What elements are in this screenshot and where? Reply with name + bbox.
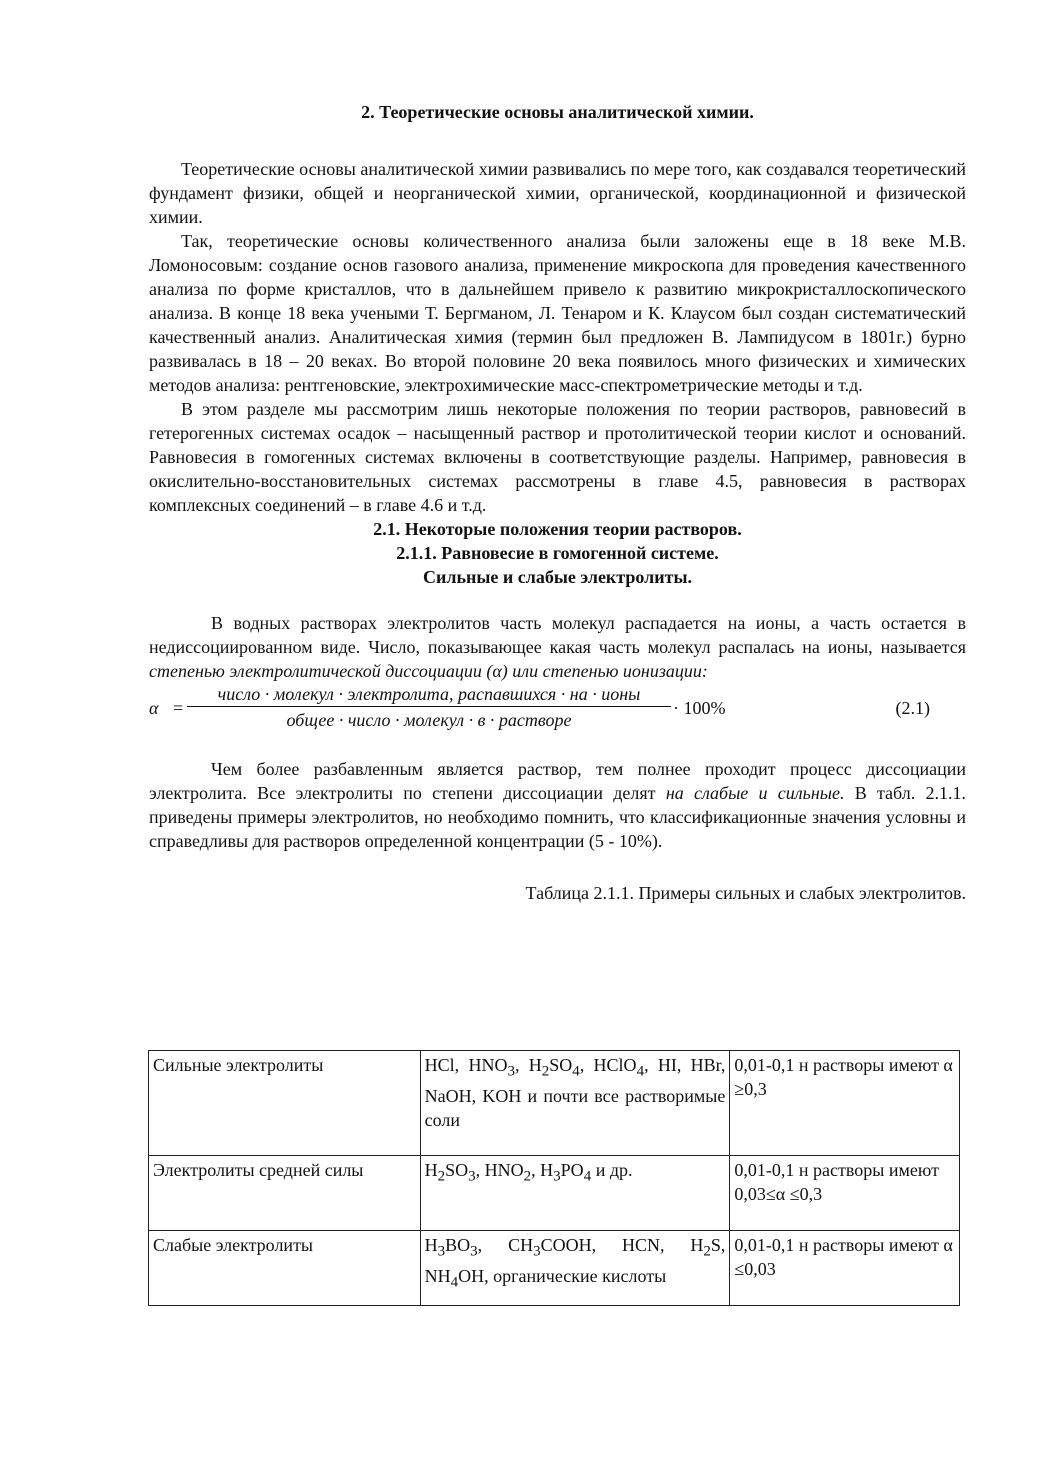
electrolyte-type-cell: Сильные электролиты xyxy=(149,1051,421,1156)
electrolyte-examples-cell: $H_2SO_3$, $HNO_2$, $H_3PO_4$ и др. xyxy=(420,1156,730,1231)
formula-number: (2.1) xyxy=(895,698,930,718)
formula-denominator: общее · число · молекул · в · растворе xyxy=(286,710,572,730)
paragraph-classification-term: на слабые и сильные. xyxy=(665,783,845,803)
table-row xyxy=(149,1051,960,1156)
formula-fraction xyxy=(187,683,671,733)
formula-lhs: α xyxy=(149,698,159,718)
electrolyte-type-cell: Слабые электролиты xyxy=(149,1231,421,1306)
formula-percent: · 100% xyxy=(673,698,726,718)
dissociation-range-cell: 0,01-0,1 н растворы имеют α ≤0,03 xyxy=(730,1231,960,1306)
formula-numerator: число · молекул · электролита, распавшихся · на · ионы xyxy=(187,683,671,707)
chapter-title: 2. Теоретические основы аналитической химии. xyxy=(361,102,754,122)
formula-equals: = xyxy=(173,698,184,718)
formula-2-1 xyxy=(149,683,966,737)
paragraph-classification-text: Чем более разбавленным является раствор, тем полнее проходит процесс диссоциации электролита. Все электролиты по степени диссоциации делят xyxy=(149,759,966,803)
paragraph-classification xyxy=(149,757,966,853)
paragraph-dissociation-term: степенью электролитической диссоциации (α) или степенью ионизации: xyxy=(149,661,708,681)
table-caption: Таблица 2.1.1. Примеры сильных и слабых электролитов. xyxy=(525,883,966,903)
paragraph-intro: Теоретические основы аналитической химии развивались по мере того, как создавался теоретический фундамент физики, общей и неорганической химии, органической, координационной и физической химии. xyxy=(149,159,966,227)
section-heading-2-1-1: 2.1.1. Равновесие в гомогенной системе. xyxy=(396,543,719,563)
electrolyte-type-cell: Электролиты средней силы xyxy=(149,1156,421,1231)
paragraph-history: Так, теоретические основы количественного анализа были заложены еще в 18 веке М.В. Ломоносовым: создание основ газового анализа, применение микроскопа для проведения качественного анализа по форме кристаллов, что в дальнейшем привело к развитию микрокристаллоскопического анализа. В конце 18 века учеными Т. Бергманом, Л. Тенаром и К. Клаусом был создан систематический качественный анализ. Аналитическая химия (термин был предложен В. Лампидусом в 1801г.) бурно развивалась в 18 – 20 веках. Во второй половине 20 века появилось много физических и химических методов анализа: рентгеновские, электрохимические масс-спектрометрические методы и т.д. xyxy=(149,231,966,395)
electrolyte-examples-cell: HCl, $HNO_3$, $H_2SO_4$, HClO$_4$, HI, HBr, NaOH, KOH и почти все растворимые соли xyxy=(420,1051,730,1156)
paragraph-dissociation-text: В водных растворах электролитов часть молекул распадается на ионы, а часть остается в недиссоциированном виде. Число, показывающее какая часть молекул распалась на ионы, называется xyxy=(149,613,966,657)
paragraph-scope: В этом разделе мы рассмотрим лишь некоторые положения по теории растворов, равновесий в гетерогенных системах осадок – насыщенный раствор и протолитической теории кислот и оснований. Равновесия в гомогенных системах включены в соответствующие разделы. Например, равновесия в окислительно-восстановительных системах рассмотрены в главе 4.5, равновесия в растворах комплексных соединений – в главе 4.6 и т.д. xyxy=(149,399,966,515)
paragraph-dissociation xyxy=(149,611,966,683)
dissociation-range-cell: 0,01-0,1 н растворы имеют 0,03≤α ≤0,3 xyxy=(730,1156,960,1231)
table-row xyxy=(149,1156,960,1231)
section-heading-2-1: 2.1. Некоторые положения теории растворов. xyxy=(373,519,742,539)
dissociation-range-cell: 0,01-0,1 н растворы имеют α ≥0,3 xyxy=(730,1051,960,1156)
paragraph-classification-text-2: В табл. 2.1.1. приведены примеры электролитов, но необходимо помнить, что классификационные значения условны и справедливы для растворов определенной концентрации (5 - 10%). xyxy=(149,783,967,851)
table-row xyxy=(149,1231,960,1306)
electrolyte-examples-cell: $H_3BO_3$, $CH_3COOH$, HCN, $H_2S$, $NH_4OH$, органические кислоты xyxy=(420,1231,730,1306)
page-content xyxy=(149,100,966,905)
electrolytes-table xyxy=(148,1050,960,1306)
section-heading-electrolytes: Сильные и слабые электролиты. xyxy=(422,567,692,587)
section-headings xyxy=(149,517,966,589)
